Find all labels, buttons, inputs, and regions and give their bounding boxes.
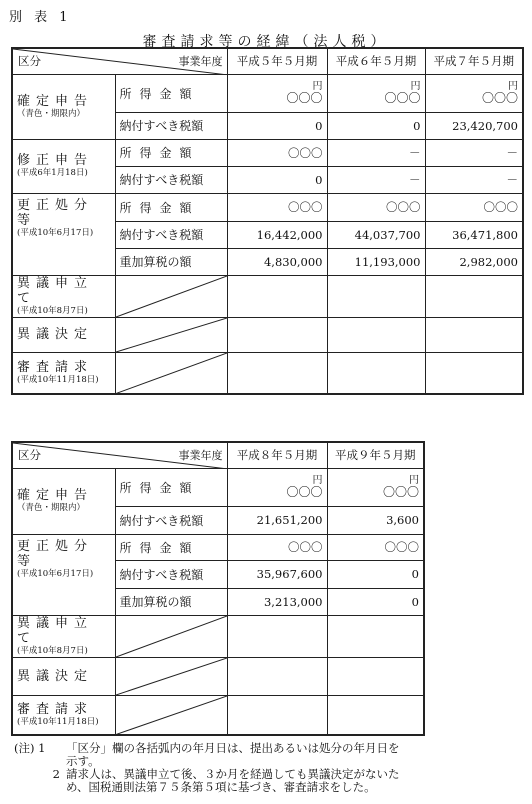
value-cell: － bbox=[327, 139, 425, 166]
category-kettei bbox=[12, 317, 115, 352]
category-sub: （青色・期限内） bbox=[17, 503, 86, 513]
value-cell: 23,420,700 bbox=[425, 112, 523, 139]
masked-value: 〇〇〇 bbox=[384, 90, 421, 105]
masked-value: 〇〇〇 bbox=[286, 90, 323, 105]
category-label: 審査請求 bbox=[17, 359, 94, 375]
category-label: 更正処分等 bbox=[17, 538, 94, 569]
item-nozei: 納付すべき税額 bbox=[115, 112, 227, 139]
note-text: 示す。 bbox=[66, 754, 100, 768]
header-kubun-cell bbox=[12, 48, 227, 74]
value-cell: 2,982,000 bbox=[425, 248, 523, 275]
item-shotoku: 所得金額 bbox=[115, 139, 227, 166]
diagonal-cell bbox=[115, 615, 227, 657]
header-kubun-cell bbox=[12, 442, 227, 468]
empty-cell bbox=[425, 352, 523, 394]
header-nendo: 事業年度 bbox=[178, 55, 223, 68]
value-cell: 44,037,700 bbox=[327, 221, 425, 248]
category-shusei bbox=[12, 139, 115, 193]
category-kettei bbox=[12, 657, 115, 695]
category-kakutei bbox=[12, 468, 115, 534]
category-igi bbox=[12, 275, 115, 317]
value-cell: 3,600 bbox=[327, 506, 424, 534]
history-table-2 bbox=[11, 441, 425, 736]
value-cell: 〇〇〇 bbox=[327, 193, 425, 221]
empty-cell bbox=[327, 275, 425, 317]
category-sub: (平成10年6月17日) bbox=[17, 568, 94, 579]
value-cell: － bbox=[425, 139, 523, 166]
value-cell: 〇〇〇 bbox=[227, 534, 327, 560]
value-cell bbox=[227, 74, 327, 112]
period-header: 平成７年５月期 bbox=[425, 48, 523, 74]
category-label: 異議申立て bbox=[17, 275, 94, 306]
value-cell: 〇〇〇 bbox=[327, 534, 424, 560]
value-cell: 3,213,000 bbox=[227, 588, 327, 615]
unit-yen: 円 bbox=[508, 80, 518, 92]
empty-cell bbox=[227, 317, 327, 352]
empty-cell bbox=[227, 615, 327, 657]
masked-value: 〇〇〇 bbox=[481, 90, 518, 105]
category-sub: (平成10年6月17日) bbox=[17, 227, 94, 238]
note-text: 請求人は、異議申立て後、３か月を経過しても異議決定がないた bbox=[66, 767, 400, 781]
value-cell: 35,967,600 bbox=[227, 560, 327, 588]
unit-yen: 円 bbox=[410, 80, 421, 92]
category-sub: (平成10年11月18日) bbox=[17, 374, 99, 385]
page-title: 審査請求等の経緯（法人税） bbox=[142, 34, 390, 50]
empty-cell bbox=[227, 275, 327, 317]
value-cell: 0 bbox=[327, 588, 424, 615]
period-header: 平成８年５月期 bbox=[227, 442, 327, 468]
note-prefix: (注) 1 bbox=[14, 741, 46, 755]
value-cell: 11,193,000 bbox=[327, 248, 425, 275]
masked-value: 〇〇〇 bbox=[286, 484, 323, 499]
category-label: 確定申告 bbox=[17, 488, 94, 503]
value-cell: 〇〇〇 bbox=[425, 193, 523, 221]
item-shotoku: 所得金額 bbox=[115, 193, 227, 221]
appendix-label: 別 表 1 bbox=[9, 10, 72, 25]
note-indent bbox=[14, 781, 66, 794]
empty-cell bbox=[227, 657, 327, 695]
empty-cell bbox=[227, 352, 327, 394]
value-cell: 36,471,800 bbox=[425, 221, 523, 248]
category-sub: （青色・期限内） bbox=[17, 108, 86, 119]
value-cell: 0 bbox=[227, 166, 327, 193]
unit-yen: 円 bbox=[409, 474, 419, 486]
category-label: 確定申告 bbox=[17, 93, 94, 109]
empty-cell bbox=[227, 695, 327, 735]
empty-cell bbox=[327, 317, 425, 352]
period-header: 平成６年５月期 bbox=[327, 48, 425, 74]
category-label: 修正申告 bbox=[17, 153, 94, 168]
value-cell bbox=[327, 468, 424, 506]
item-juka: 重加算税の額 bbox=[115, 248, 227, 275]
category-label: 異議決定 bbox=[17, 327, 94, 342]
category-shinsa bbox=[12, 352, 115, 394]
note-2-cont bbox=[14, 781, 526, 794]
item-shotoku: 所得金額 bbox=[115, 468, 227, 506]
empty-cell bbox=[425, 275, 523, 317]
diagonal-cell bbox=[115, 275, 227, 317]
item-shotoku: 所得金額 bbox=[115, 74, 227, 112]
value-cell: 〇〇〇 bbox=[227, 193, 327, 221]
empty-cell bbox=[327, 615, 424, 657]
value-cell: － bbox=[425, 166, 523, 193]
item-nozei: 納付すべき税額 bbox=[115, 560, 227, 588]
unit-yen: 円 bbox=[312, 80, 323, 92]
category-label: 更正処分等 bbox=[17, 197, 94, 228]
value-cell bbox=[327, 74, 425, 112]
item-juka: 重加算税の額 bbox=[115, 588, 227, 615]
value-cell: 21,651,200 bbox=[227, 506, 327, 534]
category-label: 異議申立て bbox=[17, 615, 94, 646]
value-cell: 16,442,000 bbox=[227, 221, 327, 248]
category-igi bbox=[12, 615, 115, 657]
category-sub: (平成10年8月7日) bbox=[17, 305, 88, 316]
value-cell bbox=[425, 74, 523, 112]
category-shinsa bbox=[12, 695, 115, 735]
category-sub: (平成10年8月7日) bbox=[17, 645, 88, 656]
header-kubun: 区分 bbox=[18, 54, 41, 68]
notes bbox=[14, 742, 526, 794]
masked-value: 〇〇〇 bbox=[382, 484, 419, 499]
category-sub: (平成10年11月18日) bbox=[17, 716, 99, 727]
item-shotoku: 所得金額 bbox=[115, 534, 227, 560]
category-label: 異議決定 bbox=[17, 668, 94, 684]
empty-cell bbox=[327, 695, 424, 735]
value-cell: 〇〇〇 bbox=[227, 139, 327, 166]
category-kosei bbox=[12, 534, 115, 615]
value-cell: 0 bbox=[327, 112, 425, 139]
item-nozei: 納付すべき税額 bbox=[115, 506, 227, 534]
value-cell: － bbox=[327, 166, 425, 193]
diagonal-cell bbox=[115, 317, 227, 352]
history-table-1 bbox=[11, 47, 524, 395]
empty-cell bbox=[327, 657, 424, 695]
unit-yen: 円 bbox=[312, 474, 323, 486]
diagonal-cell bbox=[115, 657, 227, 695]
item-nozei: 納付すべき税額 bbox=[115, 166, 227, 193]
category-kosei bbox=[12, 193, 115, 275]
item-nozei: 納付すべき税額 bbox=[115, 221, 227, 248]
note-text: 「区分」欄の各括弧内の年月日は、提出あるいは処分の年月日を bbox=[66, 741, 400, 755]
value-cell bbox=[227, 468, 327, 506]
period-header: 平成９年５月期 bbox=[327, 442, 424, 468]
category-label: 審査請求 bbox=[17, 701, 94, 717]
value-cell: 0 bbox=[227, 112, 327, 139]
diagonal-cell bbox=[115, 695, 227, 735]
diagonal-cell bbox=[115, 352, 227, 394]
category-kakutei bbox=[12, 74, 115, 139]
note-text: め、国税通則法第７５条第５項に基づき、審査請求をした。 bbox=[66, 780, 376, 794]
empty-cell bbox=[327, 352, 425, 394]
header-kubun: 区分 bbox=[18, 448, 41, 462]
value-cell: 0 bbox=[327, 560, 424, 588]
header-nendo: 事業年度 bbox=[178, 449, 223, 462]
note-number: 2 bbox=[52, 767, 60, 781]
category-sub: (平成6年1月18日) bbox=[17, 168, 88, 178]
empty-cell bbox=[425, 317, 523, 352]
period-header: 平成５年５月期 bbox=[227, 48, 327, 74]
value-cell: 4,830,000 bbox=[227, 248, 327, 275]
